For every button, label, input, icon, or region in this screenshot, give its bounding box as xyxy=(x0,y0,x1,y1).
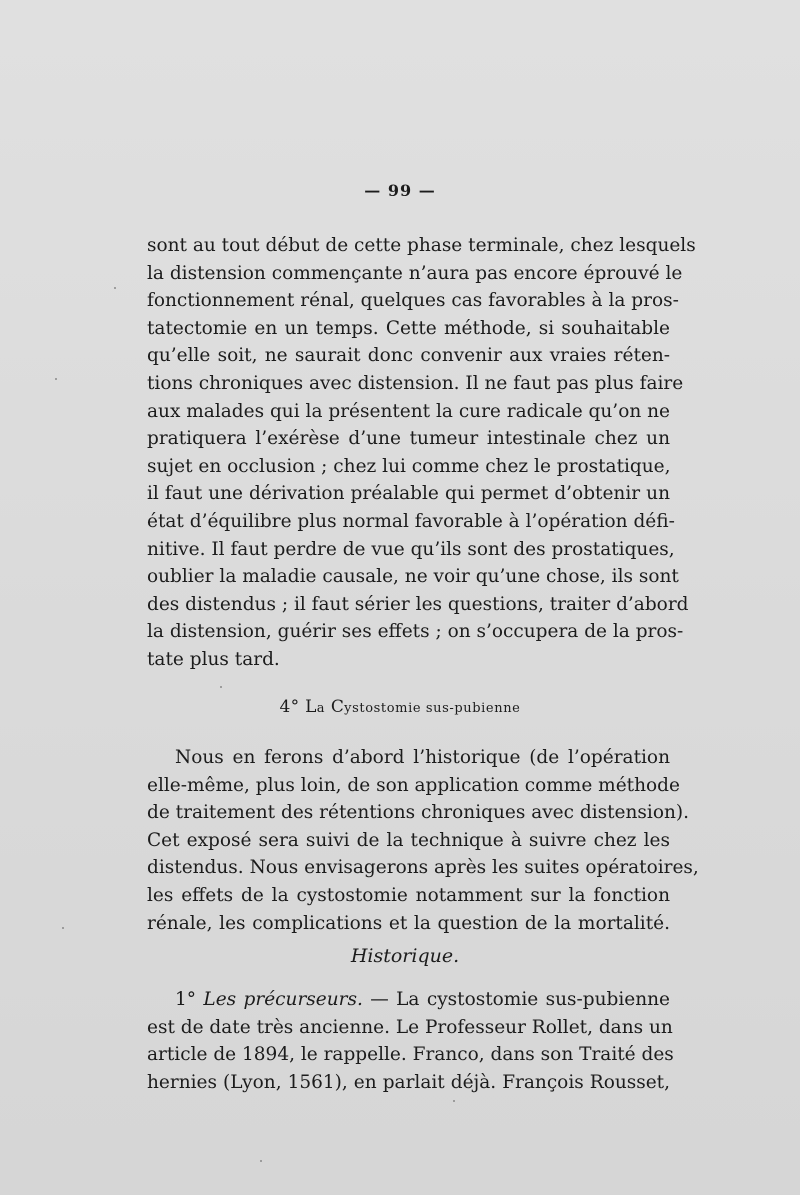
text-line: elle-même, plus loin, de son application comme méthode xyxy=(147,774,680,796)
page-number: — 99 — xyxy=(364,181,436,200)
text-line: les effets de la cystostomie notamment sur la fonction xyxy=(147,884,670,906)
section-title-part: a xyxy=(316,701,326,716)
text-line: la distension commençante n’aura pas encore éprouvé le xyxy=(147,262,683,284)
text-line: nitive. Il faut perdre de vue qu’ils sont des prostatiques, xyxy=(147,538,675,560)
text-line: article de 1894, le rappelle. Franco, dans son Traité des xyxy=(147,1044,674,1066)
paragraph-3 xyxy=(147,986,674,1096)
text-line: rénale, les complications et la question de la mortalité. xyxy=(147,912,670,934)
section-title-initial: L xyxy=(305,697,317,717)
text-line: Cet exposé sera suivi de la technique à suivre chez les xyxy=(147,829,670,851)
text-line: la distension, guérir ses effets ; on s’occupera de la pros- xyxy=(147,621,684,643)
text-line: tate plus tard. xyxy=(147,648,280,670)
section-number: 4° xyxy=(279,697,300,717)
text-line: tions chroniques avec distension. Il ne faut pas plus faire xyxy=(147,372,684,394)
section-title-part: ystostomie sus-pubienne xyxy=(344,701,521,716)
text-line: de traitement des rétentions chroniques avec distension). xyxy=(147,802,689,824)
text-line: des distendus ; il faut sérier les questions, traiter d’abord xyxy=(147,593,689,615)
section-heading xyxy=(0,697,800,717)
text-line: fonctionnement rénal, quelques cas favorables à la pros- xyxy=(147,290,679,312)
text-line: pratiquera l’exérèse d’une tumeur intestinale chez un xyxy=(147,428,670,450)
text-line xyxy=(147,986,670,1014)
text-line: aux malades qui la présentent la cure radicale qu’on ne xyxy=(147,400,670,422)
item-number: 1° xyxy=(175,989,197,1010)
text-line: hernies (Lyon, 1561), en parlait déjà. François Rousset, xyxy=(147,1071,670,1093)
text-line: tatectomie en un temps. Cette méthode, si souhaitable xyxy=(147,317,670,339)
subheading-historique: Historique. xyxy=(350,945,460,967)
text-line: oublier la maladie causale, ne voir qu’une chose, ils sont xyxy=(147,566,679,588)
text-line: Nous en ferons d’abord l’historique (de l’opération xyxy=(175,747,670,768)
text-line: état d’équilibre plus normal favorable à l’opération défi- xyxy=(147,510,675,532)
text-line: sujet en occlusion ; chez lui comme chez le prostatique, xyxy=(147,455,671,477)
paragraph-1 xyxy=(147,232,696,674)
paragraph-2 xyxy=(147,744,699,937)
text-line: qu’elle soit, ne saurait donc convenir aux vraies réten- xyxy=(147,345,670,367)
text-line: il faut une dérivation préalable qui permet d’obtenir un xyxy=(147,483,670,505)
section-title-initial: C xyxy=(330,697,345,717)
text-fragment: — La cystostomie sus-pubienne xyxy=(370,989,670,1010)
text-line: est de date très ancienne. Le Professeur Rollet, dans un xyxy=(147,1016,673,1038)
text-line: sont au tout début de cette phase terminale, chez lesquels xyxy=(147,235,696,256)
italic-term: Les précurseurs. xyxy=(203,989,363,1010)
text-line: distendus. Nous envisagerons après les suites opératoires, xyxy=(147,857,699,879)
